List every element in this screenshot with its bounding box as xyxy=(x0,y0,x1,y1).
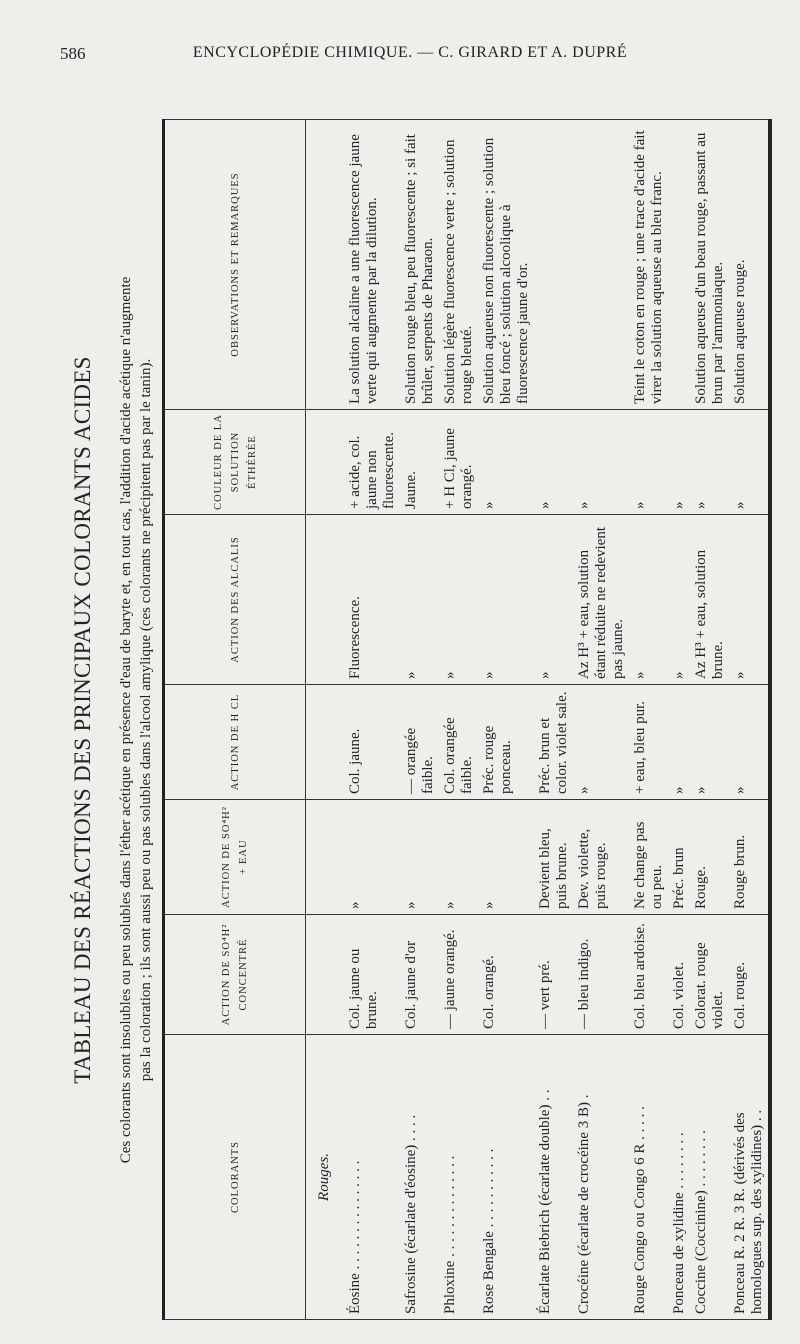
alcalis-cell: Az H³ + eau, solution étant réduite ne redevient pas jaune. xyxy=(573,515,629,685)
so4h2-cell: Col. rouge. xyxy=(729,915,770,1035)
hcl-cell: Préc. rouge ponceau. xyxy=(478,685,534,800)
table-row xyxy=(400,120,439,1320)
hcl-cell: Col. jaune. xyxy=(344,685,400,800)
alcalis-cell: Az H³ + eau, solution brune. xyxy=(690,515,729,685)
intro-text xyxy=(116,120,156,1320)
colorant-name: Ponceau R. 2 R. 3 R. (dérivés des homologues sup. des xylidines) . . xyxy=(729,1035,770,1320)
table-row xyxy=(534,120,573,1320)
table-row xyxy=(690,120,729,1320)
so4h2-cell: Col. jaune ou brune. xyxy=(344,915,400,1035)
colorant-name: Écarlate Biebrich (écarlate double) . . xyxy=(534,1035,573,1320)
so4h2-eau-cell: Rouge. xyxy=(690,800,729,915)
table-row xyxy=(573,120,629,1320)
so4h2-cell: — jaune orangé. xyxy=(439,915,478,1035)
so4h2-eau-cell: » xyxy=(478,800,534,915)
alcalis-cell: » xyxy=(534,515,573,685)
so4h2-eau-cell: Ne change pas ou peu. xyxy=(629,800,668,915)
observations-cell: Solution aqueuse rouge. xyxy=(729,120,770,410)
hcl-cell: Préc. brun et color. violet sale. xyxy=(534,685,573,800)
table-row xyxy=(478,120,534,1320)
so4h2-cell: Colorat. rouge violet. xyxy=(690,915,729,1035)
ether-cell: » xyxy=(629,410,668,515)
observations-cell: Solution légère fluorescence verte ; solution rouge bleuté. xyxy=(439,120,478,410)
column-header: ACTION DE SO⁴H² + EAU xyxy=(164,800,306,915)
observations-cell: Teint le coton en rouge ; une trace d'acide fait virer la solution aqueuse au bleu franc. xyxy=(629,120,668,410)
so4h2-eau-cell: » xyxy=(344,800,400,915)
alcalis-cell: » xyxy=(478,515,534,685)
so4h2-eau-cell: Devient bleu, puis brune. xyxy=(534,800,573,915)
colorant-name: Crocéine (écarlate de crocéine 3 B) . xyxy=(573,1035,629,1320)
hcl-cell: » xyxy=(668,685,690,800)
colorant-name: Ponceau de xylidine . . . . . . . . xyxy=(668,1035,690,1320)
so4h2-eau-cell: Préc. brun xyxy=(668,800,690,915)
ether-cell: » xyxy=(573,410,629,515)
colorant-name: Rouge Congo ou Congo 6 R . . . . . xyxy=(629,1035,668,1320)
hcl-cell: + eau, bleu pur. xyxy=(629,685,668,800)
ether-cell: + H Cl, jaune orangé. xyxy=(439,410,478,515)
so4h2-cell: Col. bleu ardoise. xyxy=(629,915,668,1035)
hcl-cell: » xyxy=(729,685,770,800)
column-header: OBSERVATIONS ET REMARQUES xyxy=(164,120,306,410)
table-row xyxy=(629,120,668,1320)
table-row xyxy=(439,120,478,1320)
table-row xyxy=(668,120,690,1320)
alcalis-cell: » xyxy=(729,515,770,685)
page-header xyxy=(60,44,760,74)
ether-cell: Jaune. xyxy=(400,410,439,515)
colorant-name: Éosine . . . . . . . . . . . . . . . xyxy=(344,1035,400,1320)
column-header: ACTION DE SO⁴H² CONCENTRÉ xyxy=(164,915,306,1035)
table-title: TABLEAU DES RÉACTIONS DES PRINCIPAUX COLORANTS ACIDES xyxy=(70,356,95,1084)
hcl-cell: — orangée faible. xyxy=(400,685,439,800)
reactions-table xyxy=(162,119,772,1320)
so4h2-cell: Col. orangé. xyxy=(478,915,534,1035)
column-header: COLORANTS xyxy=(164,1035,306,1320)
header-row xyxy=(164,120,306,1320)
rotated-table-block xyxy=(70,120,765,1320)
table-row xyxy=(344,120,400,1320)
observations-cell: La solution alcaline a une fluorescence jaune verte qui augmente par la dilution. xyxy=(344,120,400,410)
so4h2-cell: — bleu indigo. xyxy=(573,915,629,1035)
column-header: ACTION DE H CL xyxy=(164,685,306,800)
colorant-name: Rose Bengale . . . . . . . . . . . xyxy=(478,1035,534,1320)
hcl-cell: » xyxy=(573,685,629,800)
alcalis-cell: » xyxy=(629,515,668,685)
alcalis-cell: » xyxy=(439,515,478,685)
alcalis-cell: » xyxy=(668,515,690,685)
so4h2-cell: — vert pré. xyxy=(534,915,573,1035)
colorant-name: Safrosine (écarlate d'éosine) . . . . xyxy=(400,1035,439,1320)
observations-cell xyxy=(534,120,573,410)
so4h2-eau-cell: » xyxy=(439,800,478,915)
ether-cell: » xyxy=(690,410,729,515)
group-label: Rouges. xyxy=(306,1035,345,1320)
alcalis-cell: Fluorescence. xyxy=(344,515,400,685)
intro-line: pas la coloration ; ils sont aussi peu ou pas solubles dans l'alcool amylique (ces colorants ne précipitent pas par le tanin). xyxy=(138,358,154,1082)
ether-cell: » xyxy=(668,410,690,515)
column-header: COULEUR DE LA SOLUTION ÉTHÉRÉE xyxy=(164,410,306,515)
colorant-name: Coccine (Coccinine) . . . . . . . . xyxy=(690,1035,729,1320)
hcl-cell: » xyxy=(690,685,729,800)
ether-cell: + acide, col. jaune non fluorescente. xyxy=(344,410,400,515)
so4h2-eau-cell: » xyxy=(400,800,439,915)
running-title: ENCYCLOPÉDIE CHIMIQUE. — C. GIRARD ET A. DUPRÉ xyxy=(192,44,628,61)
intro-line: Ces colorants sont insolubles ou peu solubles dans l'éther acétique en présence d'eau de baryte et, en tout cas, l'addition d'acide acétique n'augmente xyxy=(118,276,134,1164)
page-number: 586 xyxy=(60,44,86,63)
observations-cell: Solution rouge bleu, peu fluorescente ; si fait brûler, serpents de Pharaon. xyxy=(400,120,439,410)
so4h2-cell: Col. violet. xyxy=(668,915,690,1035)
ether-cell: » xyxy=(534,410,573,515)
column-header: ACTION DES ALCALIS xyxy=(164,515,306,685)
observations-cell: Solution aqueuse d'un beau rouge, passant au brun par l'ammoniaque. xyxy=(690,120,729,410)
so4h2-eau-cell: Dev. violette, puis rouge. xyxy=(573,800,629,915)
so4h2-cell: Col. jaune d'or xyxy=(400,915,439,1035)
table-row xyxy=(729,120,770,1320)
observations-cell: Solution aqueuse non fluorescente ; solution bleu foncé ; solution alcoolique à fluorescence jaune d'or. xyxy=(478,120,534,410)
group-row xyxy=(306,120,345,1320)
hcl-cell: Col. orangée faible. xyxy=(439,685,478,800)
colorant-name: Phloxine . . . . . . . . . . . . . . xyxy=(439,1035,478,1320)
ether-cell: » xyxy=(729,410,770,515)
ether-cell: » xyxy=(478,410,534,515)
observations-cell xyxy=(573,120,629,410)
observations-cell xyxy=(668,120,690,410)
so4h2-eau-cell: Rouge brun. xyxy=(729,800,770,915)
alcalis-cell: » xyxy=(400,515,439,685)
